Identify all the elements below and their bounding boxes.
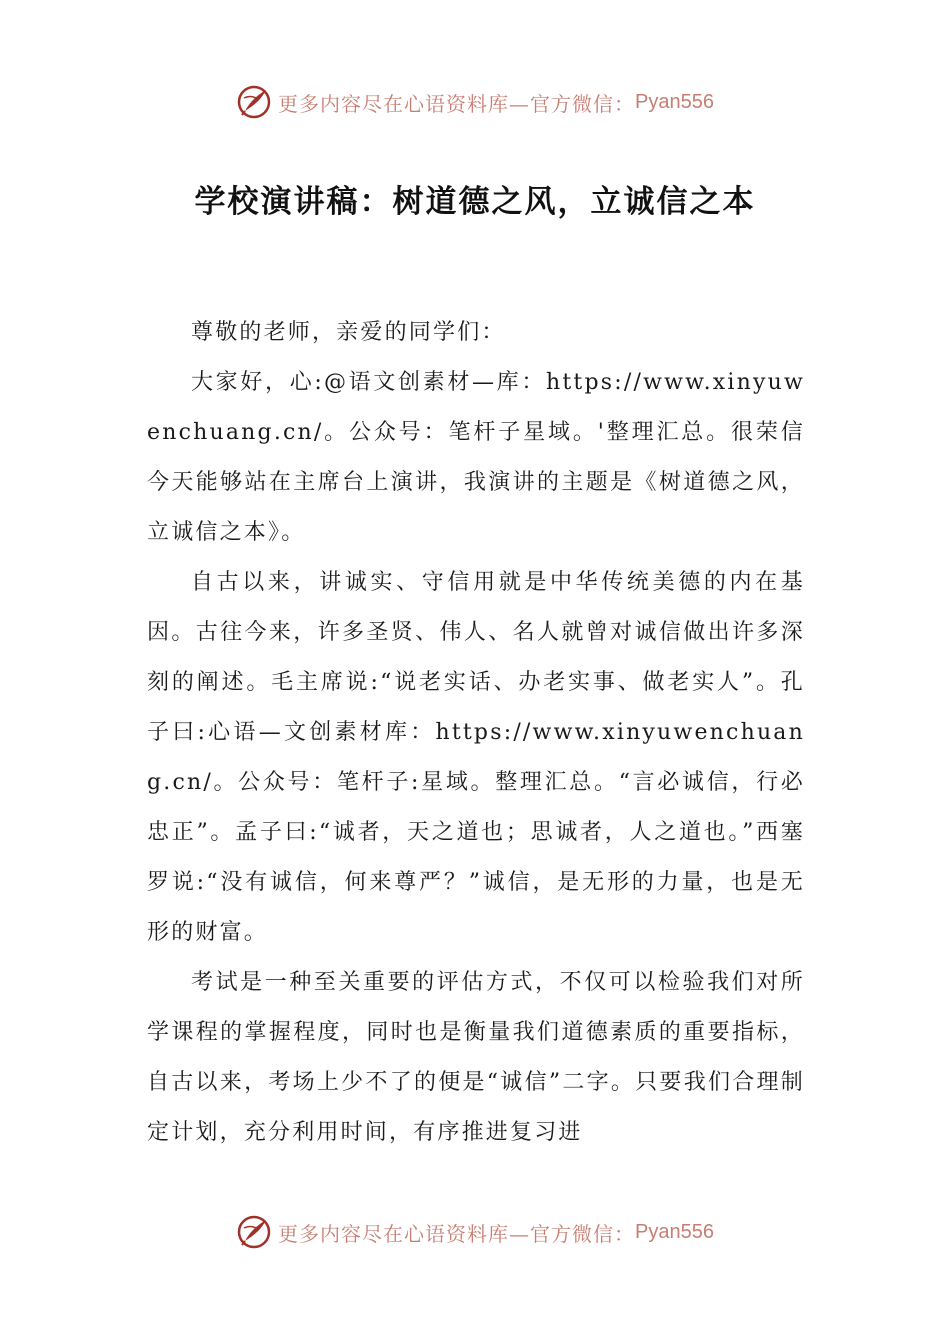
footer-watermark-banner (0, 1212, 950, 1252)
header-banner-text: 更多内容尽在心语资料库—官方微信： (278, 91, 636, 116)
paragraph-salutation: 尊敬的老师，亲爱的同学们： (191, 320, 506, 345)
paragraph-intro: 大家好，心:@语文创素材—库：https://www.xinyuwenchuang.cn/。公众号：笔杆子星域。'整理汇总。很荣信今天能够站在主席台上演讲，我演讲的主题是《树道德之风，立诚信之本》。 (147, 370, 805, 545)
document-title: 学校演讲稿：树道德之风，立诚信之本 (194, 184, 756, 220)
footer-banner-wechat-id: Pyan556 (635, 1220, 714, 1243)
header-banner-wechat-id: Pyan556 (635, 90, 714, 113)
footer-banner-text: 更多内容尽在心语资料库—官方微信： (278, 1221, 636, 1246)
feather-pen-logo-icon (236, 84, 272, 120)
document-body (147, 308, 805, 1158)
paragraph-history: 自古以来，讲诚实、守信用就是中华传统美德的内在基因。古往今来，许多圣贤、伟人、名人就曾对诚信做出许多深刻的阐述。毛主席说:“说老实话、办老实事、做老实人”。孔子曰:心语—文创素材库：https://www.xinyuwenchuang.cn/。公众号：笔杆子:星域。整理汇总。“言必诚信，行必忠正”。孟子曰:“诚者，天之道也；思诚者，人之道也。”西塞罗说:“没有诚信，何来尊严？”诚信，是无形的力量，也是无形的财富。 (147, 570, 805, 945)
header-watermark-banner (0, 82, 950, 122)
feather-pen-logo-icon (236, 1214, 272, 1250)
paragraph-exam: 考试是一种至关重要的评估方式，不仅可以检验我们对所学课程的掌握程度，同时也是衡量我们道德素质的重要指标，自古以来，考场上少不了的便是“诚信”二字。只要我们合理制定计划，充分利用时间，有序推进复习进 (147, 970, 805, 1145)
